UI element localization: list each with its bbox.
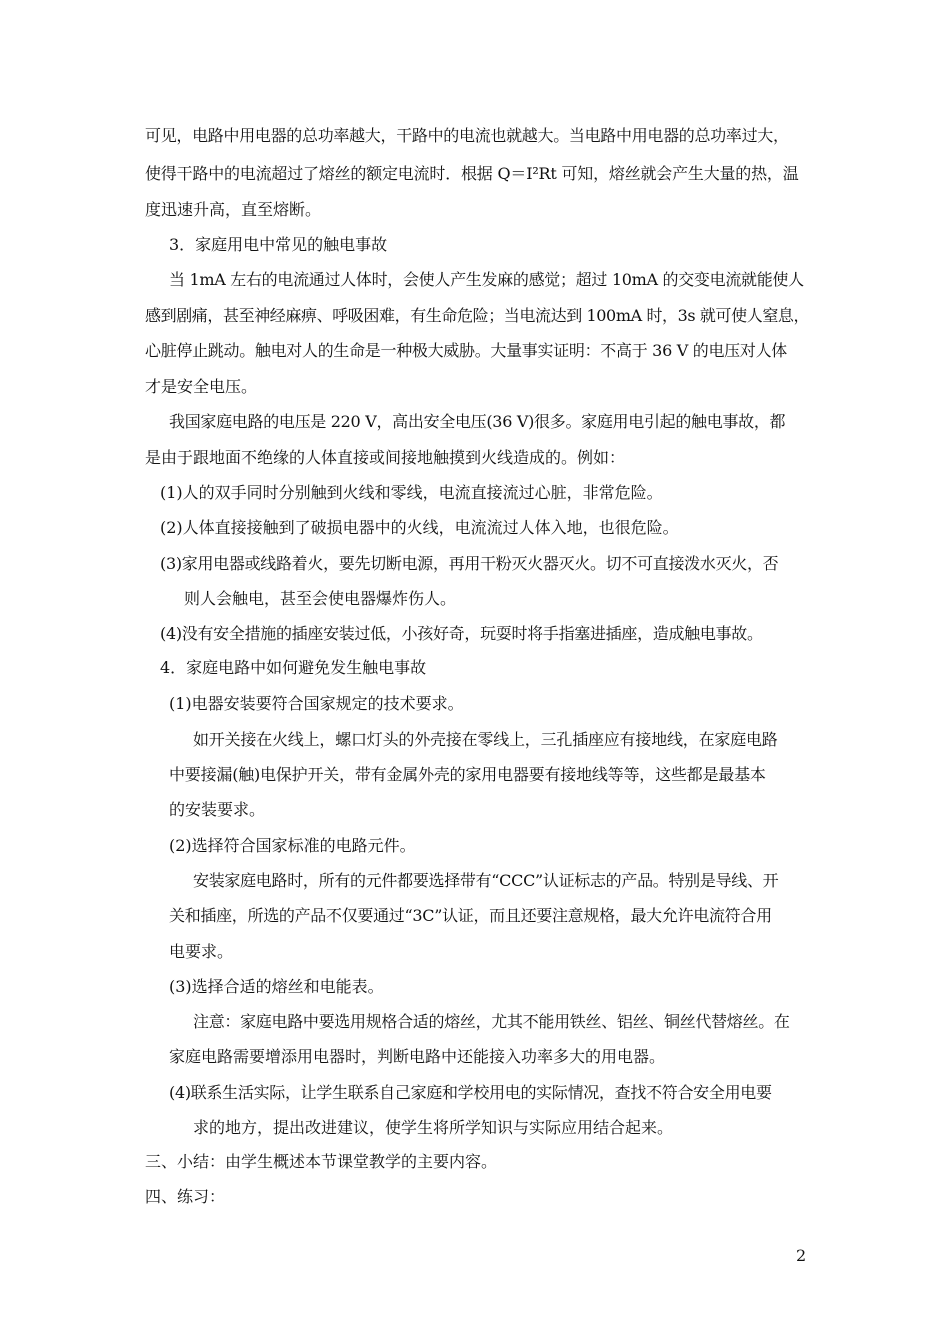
page-number: 2 <box>796 1246 807 1265</box>
text-line: 才是安全电压。 <box>145 377 258 396</box>
section-heading: 4．家庭电路中如何避免发生触电事故 <box>160 658 427 677</box>
text-line: 当 1mA 左右的电流通过人体时，会使人产生发麻的感觉；超过 10mA 的交变电流就能使人 <box>169 270 804 289</box>
text-line: 如开关接在火线上，螺口灯头的外壳接在零线上，三孔插座应有接地线，在家庭电路 <box>193 730 778 749</box>
text-line: 使得干路中的电流超过了熔丝的额定电流时．根据 Q＝I²Rt 可知，熔丝就会产生大量的热，温 <box>145 164 799 183</box>
text-line: 感到剧痛，甚至神经麻痹、呼吸困难，有生命危险；当电流达到 100mA 时，3s 就可使人窒息， <box>145 306 810 325</box>
text-line: 的安装要求。 <box>169 800 266 819</box>
section-heading: 3．家庭用电中常见的触电事故 <box>169 235 388 254</box>
list-item: (4)没有安全措施的插座安装过低，小孩好奇，玩耍时将手指塞进插座，造成触电事故。 <box>160 624 763 643</box>
list-item: (3)家用电器或线路着火，要先切断电源，再用干粉灭火器灭火。切不可直接泼水灭火，否 <box>160 554 779 573</box>
list-item: (1)人的双手同时分别触到火线和零线，电流直接流过心脏，非常危险。 <box>160 483 663 502</box>
text-line: 心脏停止跳动。触电对人的生命是一种极大威胁。大量事实证明：不高于 36 V 的电压对人体 <box>145 341 787 360</box>
text-line: 安装家庭电路时，所有的元件都要选择带有“CCC”认证标志的产品。特别是导线、开 <box>193 871 779 890</box>
text-line: 我国家庭电路的电压是 220 V，高出安全电压(36 V)很多。家庭用电引起的触电事故，都 <box>169 412 786 431</box>
section-heading: 三、小结：由学生概述本节课堂教学的主要内容。 <box>145 1152 498 1171</box>
text-line: 家庭电路需要增添用电器时，判断电路中还能接入功率多大的用电器。 <box>169 1047 666 1066</box>
text-line: 电要求。 <box>169 942 234 961</box>
list-item: (2)人体直接接触到了破损电器中的火线，电流流过人体入地，也很危险。 <box>160 518 679 537</box>
list-item: (1)电器安装要符合国家规定的技术要求。 <box>169 694 464 713</box>
list-item-continuation: 则人会触电，甚至会使电器爆炸伤人。 <box>184 589 457 608</box>
text-line: 注意：家庭电路中要选用规格合适的熔丝，尤其不能用铁丝、铝丝、铜丝代替熔丝。在 <box>193 1012 790 1031</box>
list-item: (2)选择符合国家标准的电路元件。 <box>169 836 416 855</box>
text-line: 关和插座，所选的产品不仅要通过“3C”认证，而且还要注意规格，最大允许电流符合用 <box>169 906 772 925</box>
text-line: 是由于跟地面不绝缘的人体直接或间接地触摸到火线造成的。例如： <box>145 448 626 467</box>
list-item: (4)联系生活实际，让学生联系自己家庭和学校用电的实际情况，查找不符合安全用电要 <box>169 1083 772 1102</box>
text-line: 中要接漏(触)电保护开关，带有金属外壳的家用电器要有接地线等等，这些都是最基本 <box>169 765 766 784</box>
text-line: 可见，电路中用电器的总功率越大，干路中的电流也就越大。当电路中用电器的总功率过大， <box>145 126 789 145</box>
list-item: (3)选择合适的熔丝和电能表。 <box>169 977 384 996</box>
section-heading: 四、练习： <box>145 1187 226 1206</box>
text-line: 度迅速升高，直至熔断。 <box>145 200 322 219</box>
list-item-continuation: 求的地方，提出改进建议，使学生将所学知识与实际应用结合起来。 <box>193 1118 674 1137</box>
